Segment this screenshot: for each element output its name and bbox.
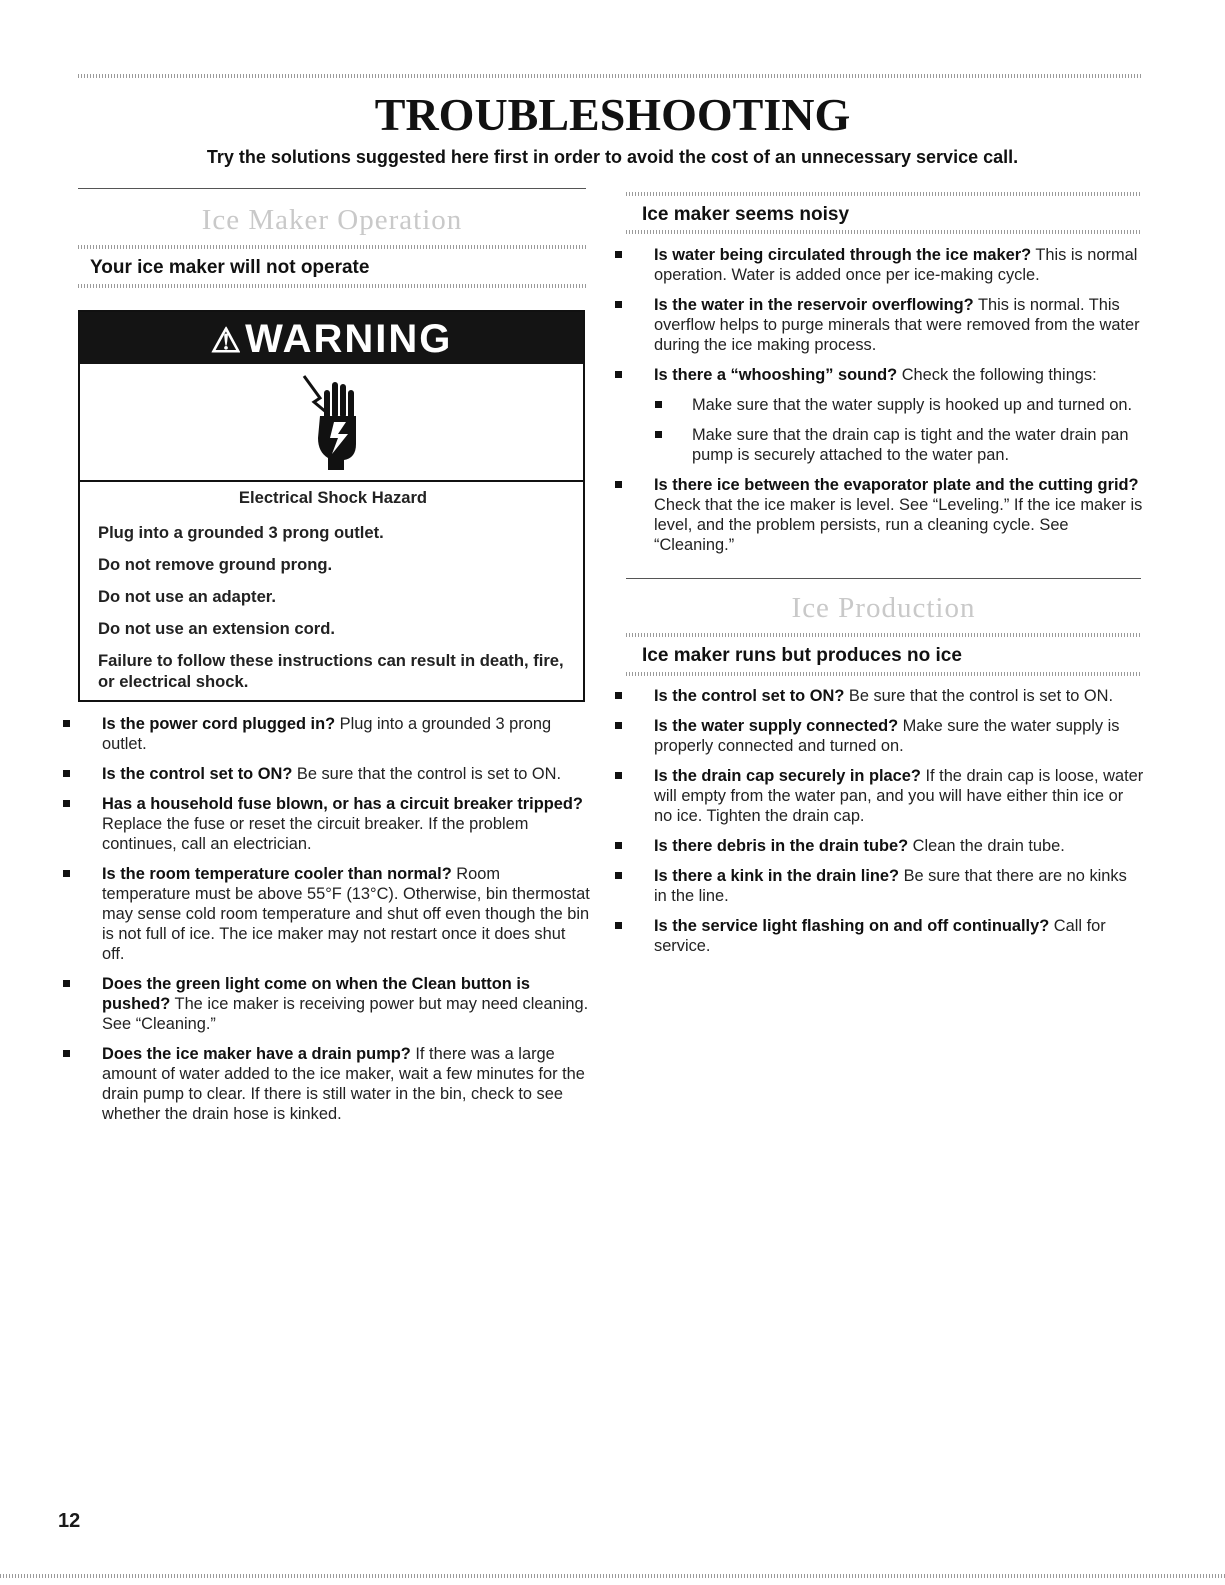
list-item [614, 475, 1144, 555]
sub-list-item: Make sure that the water supply is hooked up and turned on. [654, 395, 1144, 415]
warning-header [80, 312, 583, 364]
list-item [62, 864, 592, 964]
list-item [614, 245, 1144, 285]
warning-triangle-icon: ⚠ [210, 322, 244, 360]
page-number: 12 [58, 1510, 81, 1532]
warning-label: WARNING [245, 317, 453, 361]
question: Is the room temperature cooler than normal? [102, 865, 452, 883]
subhead-not-operate: Your ice maker will not operate [90, 257, 370, 278]
warning-box [78, 310, 585, 702]
question: Is the water supply connected? [654, 717, 899, 735]
warning-line: Plug into a grounded 3 prong outlet. [98, 523, 384, 542]
question: Does the ice maker have a drain pump? [102, 1045, 411, 1063]
question: Is there a “whooshing” sound? [654, 366, 898, 384]
list-item [62, 974, 592, 1034]
answer: Plug into a grounded 3 prong outlet. [102, 715, 552, 753]
answer: Be sure that the control is set to ON. [844, 687, 1114, 705]
subhead-bottom-hatch [78, 284, 586, 288]
bottom-border [0, 1574, 1225, 1578]
warning-icon-area [80, 364, 583, 482]
warning-line: Do not use an extension cord. [98, 619, 335, 638]
noisy-list [614, 245, 1144, 565]
production-bottom-hatch [626, 672, 1141, 676]
list-item [62, 794, 592, 854]
list-item [614, 365, 1144, 465]
list-item [62, 1044, 592, 1124]
answer: Clean the drain tube. [908, 837, 1065, 855]
answer: This is normal. This overflow helps to purge minerals that were removed from the water during the ice making process. [654, 296, 1140, 354]
production-top-hatch [626, 633, 1141, 637]
list-item [614, 295, 1144, 355]
section-title-ice-production: Ice Production [791, 592, 976, 624]
section-title-ice-maker-operation: Ice Maker Operation [201, 204, 463, 236]
left-section-rule [78, 188, 586, 189]
answer: Be sure that the control is set to ON. [292, 765, 562, 783]
answer: If the drain cap is loose, water will empty from the water pan, and you will have either thin ice or no ice. Tighten the drain cap. [654, 767, 1144, 825]
not-operate-list [62, 714, 592, 1134]
question: Is there ice between the evaporator plate and the cutting grid? [654, 476, 1139, 494]
subhead-noisy: Ice maker seems noisy [642, 204, 850, 225]
list-item [614, 766, 1144, 826]
answer: Replace the fuse or reset the circuit breaker. If the problem continues, call an electrician. [102, 815, 529, 853]
answer: If there was a large amount of water added to the ice maker, wait a few minutes for the drain pump to clear. If there is still water in the bin, check to see whether the drain hose is kinked. [102, 1045, 585, 1123]
answer: Make sure the water supply is properly connected and turned on. [654, 717, 1120, 755]
page-subtitle: Try the solutions suggested here first in order to avoid the cost of an unnecessary service call. [206, 147, 1019, 167]
question: Is the control set to ON? [102, 765, 293, 783]
answer: Check that the ice maker is level. See “Leveling.” If the ice maker is level, and the problem persists, run a cleaning cycle. See “Cleaning.” [654, 496, 1143, 554]
answer: The ice maker is receiving power but may need cleaning. See “Cleaning.” [102, 995, 589, 1033]
electric-shock-hand-icon [298, 372, 368, 472]
question: Has a household fuse blown, or has a circuit breaker tripped? [102, 795, 583, 813]
page-title: TROUBLESHOOTING [374, 89, 851, 140]
warning-line: Failure to follow these instructions can result in death, fire, or electrical shock. [98, 651, 564, 691]
list-item [614, 866, 1144, 906]
subhead-no-ice: Ice maker runs but produces no ice [642, 645, 962, 666]
answer: Call for service. [654, 917, 1106, 955]
production-list [614, 686, 1144, 966]
warning-line: Do not remove ground prong. [98, 555, 333, 574]
answer: Check the following things: [897, 366, 1097, 384]
noisy-bottom-hatch [626, 230, 1141, 234]
question: Is the control set to ON? [654, 687, 845, 705]
noisy-top-hatch [626, 192, 1141, 196]
answer: This is normal operation. Water is added once per ice-making cycle. [654, 246, 1138, 284]
question: Is the power cord plugged in? [102, 715, 336, 733]
warning-text [98, 488, 568, 703]
list-item [614, 836, 1144, 856]
list-item [614, 916, 1144, 956]
list-item [614, 716, 1144, 756]
question: Is water being circulated through the ice maker? [654, 246, 1032, 264]
list-item [62, 714, 592, 754]
question: Is the water in the reservoir overflowing? [654, 296, 974, 314]
whoosh-sub-list [654, 395, 1144, 465]
subhead-top-hatch [78, 245, 586, 249]
sub-list-item: Make sure that the drain cap is tight and the water drain pan pump is securely attached to the water pan. [654, 425, 1144, 465]
answer: Be sure that there are no kinks in the line. [654, 867, 1127, 905]
right-section-rule [626, 578, 1141, 579]
question: Is the service light flashing on and off continually? [654, 917, 1050, 935]
warning-line: Do not use an adapter. [98, 587, 276, 606]
answer: Room temperature must be above 55°F (13°C). Otherwise, bin thermostat may sense cold room temperature and shut off even though the bin is not full of ice. The ice maker may not restart once it does shut off. [102, 865, 590, 963]
question: Is there debris in the drain tube? [654, 837, 909, 855]
list-item [614, 686, 1144, 706]
list-item [62, 764, 592, 784]
top-border [78, 74, 1141, 78]
hazard-title: Electrical Shock Hazard [238, 488, 428, 507]
question: Is there a kink in the drain line? [654, 867, 900, 885]
question: Is the drain cap securely in place? [654, 767, 921, 785]
question: Does the green light come on when the Clean button is pushed? [102, 975, 531, 1013]
